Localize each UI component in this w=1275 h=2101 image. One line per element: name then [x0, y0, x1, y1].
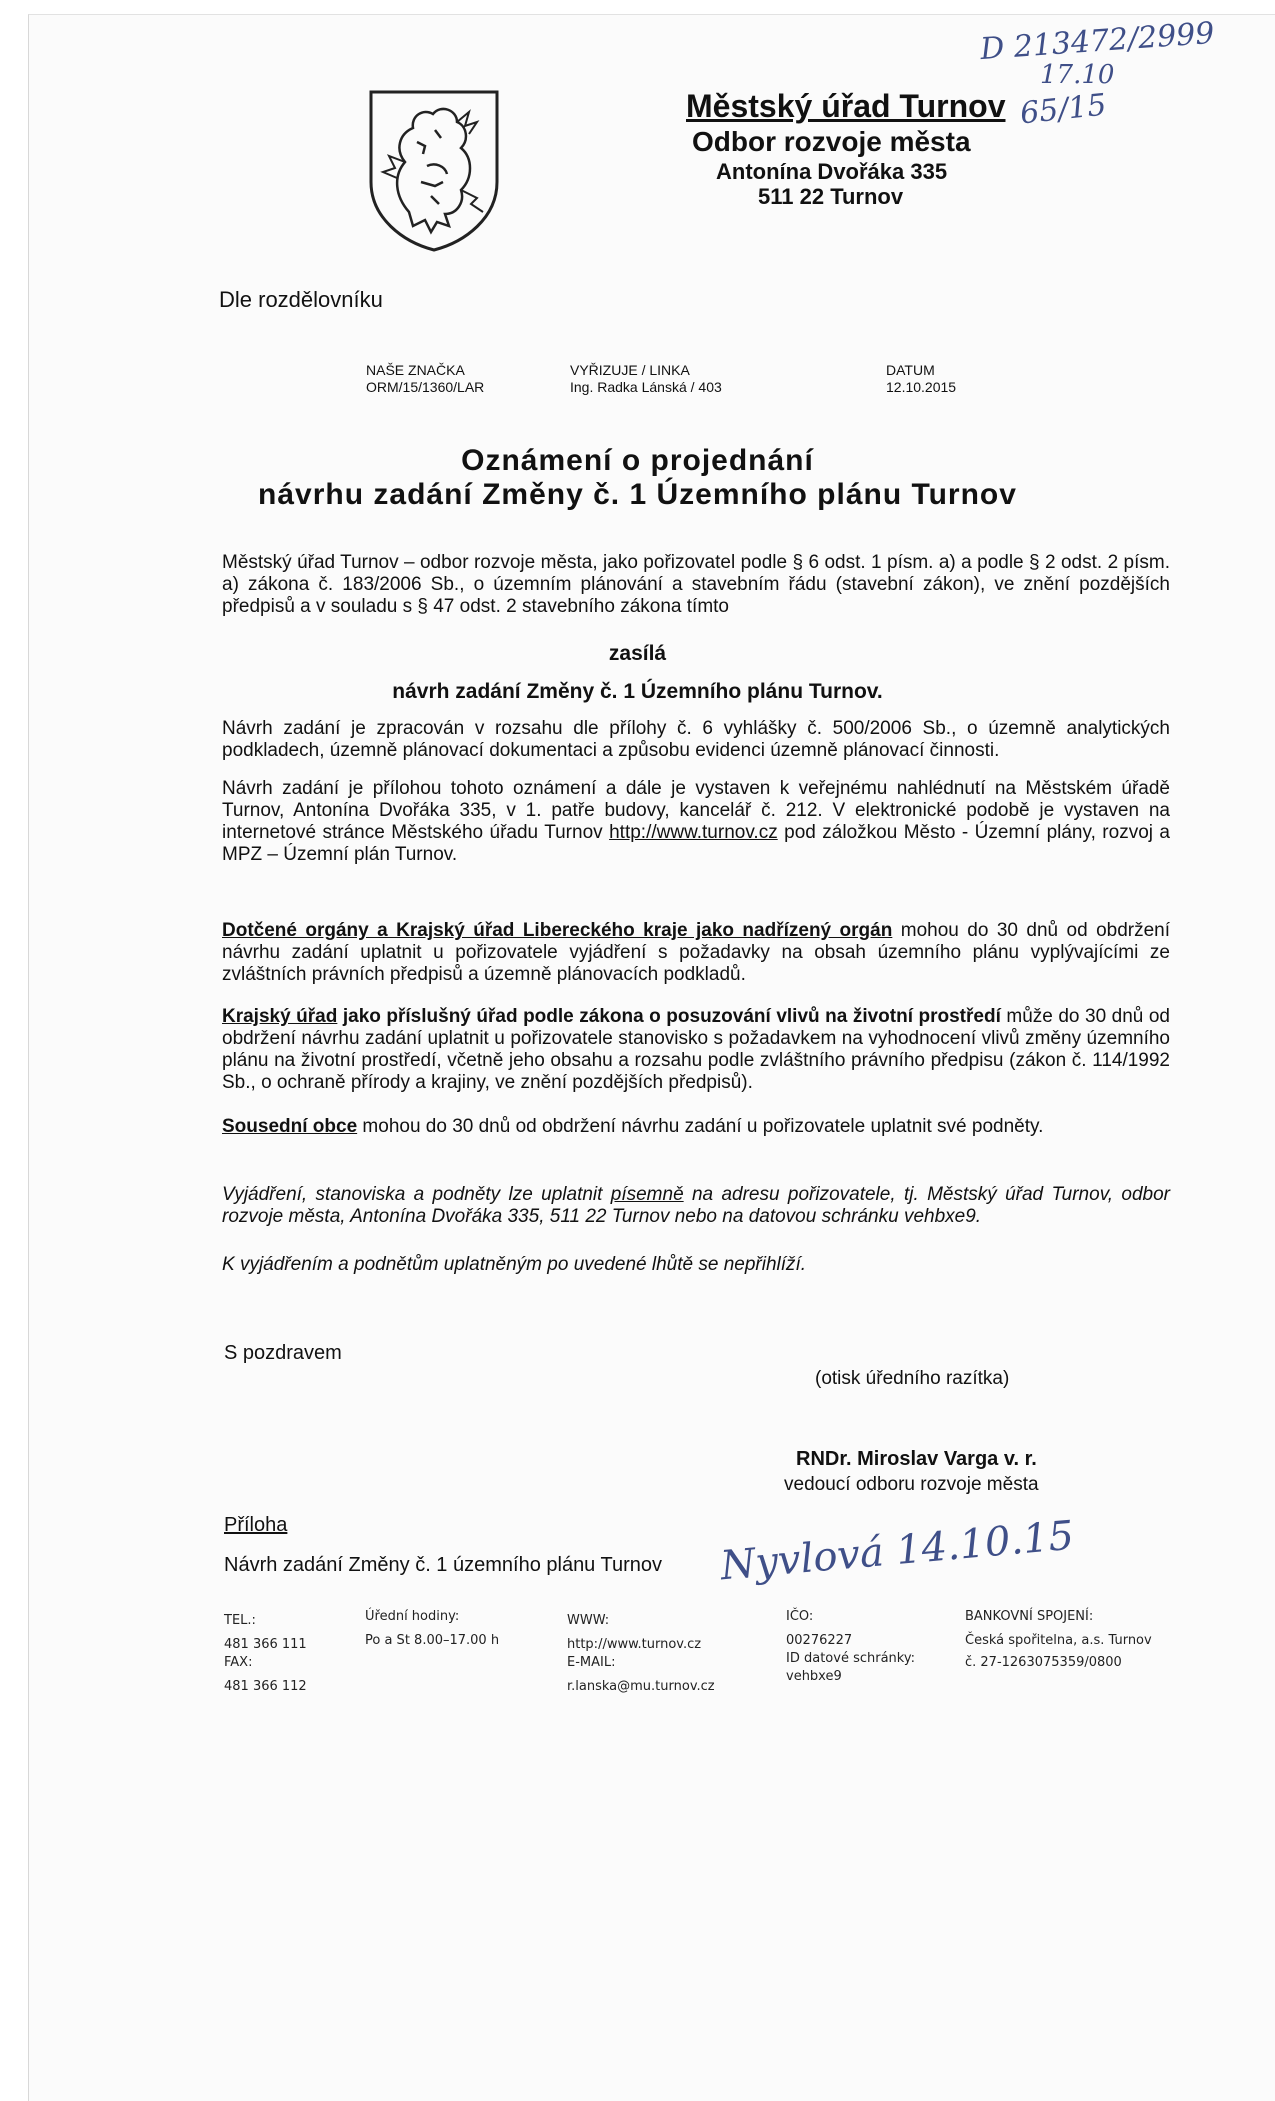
- greeting: S pozdravem: [224, 1342, 342, 1364]
- attachment-label: Příloha: [224, 1514, 288, 1536]
- www-label: WWW:: [567, 1613, 610, 1628]
- date-value: 12.10.2015: [886, 379, 957, 395]
- signer-role: vedoucí odboru rozvoje města: [784, 1474, 1039, 1495]
- signer-name: RNDr. Miroslav Varga v. r.: [796, 1448, 1037, 1470]
- regional-office-lead: Krajský úřad: [222, 1006, 338, 1027]
- submission-paragraph: [222, 1184, 1170, 1228]
- availability-text: Návrh zadání je přílohou tohoto oznámení a dále je vystaven k veřejnému nahlédnutí na Městském úřadě Turnov, Antonína Dvořáka 335, v 1. patře budovy, kancelář č. 212. V elektronické podobě je vystaven na internetové stránce Městského úřadu Turnov: [222, 778, 1170, 843]
- department-name: Odbor rozvoje města: [692, 126, 971, 157]
- handwritten-signature: Nyvlová 14.10.15: [718, 1512, 1076, 1590]
- deadline-paragraph: K vyjádřením a podnětům uplatněným po uvedené lhůtě se nepřihlíží.: [222, 1254, 807, 1275]
- email-label: E-MAIL:: [567, 1655, 616, 1670]
- subject-line: návrh zadání Změny č. 1 Územního plánu Turnov.: [392, 680, 883, 703]
- hours-label: Úřední hodiny:: [365, 1609, 460, 1624]
- regional-office-role: jako příslušný úřad podle zákona o posuzování vlivů na životní prostředí: [337, 1006, 1001, 1027]
- title-line-1: Oznámení o projednání: [461, 444, 814, 477]
- bank-name: Česká spořitelna, a.s. Turnov: [965, 1633, 1152, 1648]
- footer-phone: [224, 1612, 307, 1696]
- submission-text: Vyjádření, stanoviska a podněty lze uplatnit: [222, 1184, 611, 1205]
- fax-label: FAX:: [224, 1655, 253, 1670]
- handled-by-value: Ing. Radka Lánská / 403: [570, 379, 722, 395]
- ico-label: IČO:: [786, 1609, 814, 1624]
- handled-by-label: VYŘIZUJE / LINKA: [570, 362, 690, 378]
- submission-text-end: na adresu pořizovatele, tj. Městský úřad Turnov, odbor rozvoje města, Antonína Dvořáka 335, 511 22 Turnov nebo na datovou schránku vehbxe9.: [222, 1184, 1170, 1227]
- neighbours-lead: Sousední obce: [222, 1116, 358, 1137]
- regional-office-paragraph: [222, 1006, 1170, 1094]
- date-label: DATUM: [886, 362, 935, 378]
- data-box-value: vehbxe9: [786, 1669, 842, 1684]
- tel-label: TEL.:: [224, 1613, 256, 1628]
- handwritten-ref: D 213472/2999: [979, 15, 1216, 68]
- scope-paragraph: Návrh zadání je zpracován v rozsahu dle přílohy č. 6 vyhlášky č. 500/2006 Sb., o územně analytických podkladech, územně plánovací dokumentaci a způsobu evidenci územně plánovací činnosti.: [222, 718, 1170, 761]
- our-ref-value: ORM/15/1360/LAR: [366, 379, 485, 395]
- footer-hours: [365, 1608, 499, 1650]
- email-value[interactable]: r.lanska@mu.turnov.cz: [567, 1679, 715, 1694]
- office-city: 511 22 Turnov: [758, 184, 904, 209]
- data-box-label: ID datové schránky:: [786, 1651, 915, 1666]
- handwritten-date: 17.10: [1040, 60, 1115, 90]
- neighbours-text: mohou do 30 dnů od obdržení návrhu zadání u pořizovatele uplatnit své podněty.: [357, 1116, 1044, 1137]
- hours-value: Po a St 8.00–17.00 h: [365, 1633, 500, 1648]
- handwritten-number: 65/15: [1018, 87, 1109, 132]
- footer-bank: [965, 1608, 1152, 1672]
- intro-paragraph: Městský úřad Turnov – odbor rozvoje města, jako pořizovatel podle § 6 odst. 1 písm. a) a podle § 2 odst. 2 písm. a) zákona č. 183/2006 Sb., o územním plánování a stavebním řádu (stavební zákon), ve znění pozdějších předpisů a v souladu s § 47 odst. 2 stavebního zákona tímto: [222, 552, 1170, 617]
- authorities-lead: Dotčené orgány a Krajský úřad Libereckého kraje jako nadřízený orgán: [222, 920, 893, 941]
- footer-web: [567, 1612, 715, 1696]
- sends-word: zasílá: [608, 642, 667, 665]
- title-line-2: návrhu zadání Změny č. 1 Územního plánu Turnov: [258, 478, 1017, 511]
- availability-paragraph: [222, 778, 1170, 866]
- recipient: Dle rozdělovníku: [219, 287, 383, 312]
- fax-value: 481 366 112: [224, 1679, 307, 1694]
- neighbours-paragraph: [222, 1116, 1170, 1138]
- tel-value: 481 366 111: [224, 1637, 307, 1652]
- our-ref-label: NAŠE ZNAČKA: [366, 362, 465, 378]
- bank-label: BANKOVNÍ SPOJENÍ:: [965, 1609, 1094, 1624]
- www-value[interactable]: http://www.turnov.cz: [567, 1637, 702, 1652]
- regional-office-text: může do 30 dnů od obdržení návrhu zadání uplatnit u pořizovatele stanovisko s požadavkem na vyhodnocení vlivů změny územního plánu na životní prostředí, včetně jeho obsahu a rozsahu podle zvláštního právního předpisu (zákon č. 114/1992 Sb., o ochraně přírody a krajiny, ve znění pozdějších předpisů).: [222, 1006, 1170, 1093]
- bank-account: č. 27-1263075359/0800: [965, 1655, 1122, 1670]
- ico-value: 00276227: [786, 1633, 853, 1648]
- footer-ids: [786, 1608, 915, 1686]
- office-street: Antonína Dvořáka 335: [716, 159, 948, 184]
- availability-text-end: pod záložkou Město - Územní plány, rozvoj a MPZ – Územní plán Turnov.: [222, 822, 1170, 865]
- website-link[interactable]: http://www.turnov.cz: [609, 822, 778, 843]
- attachment-item: Návrh zadání Změny č. 1 územního plánu Turnov: [224, 1554, 663, 1576]
- office-name: Městský úřad Turnov: [686, 88, 1006, 124]
- coat-of-arms-icon: [365, 86, 503, 254]
- authorities-paragraph: [222, 920, 1170, 986]
- authorities-text: mohou do 30 dnů od obdržení návrhu zadání uplatnit u pořizovatele vyjádření s požadavky na obsah územního plánu vyplývajícími ze zvláštních právních předpisů a územně plánovacích podkladů.: [222, 920, 1171, 985]
- stamp-note: (otisk úředního razítka): [815, 1368, 1010, 1389]
- submission-written: písemně: [610, 1184, 684, 1205]
